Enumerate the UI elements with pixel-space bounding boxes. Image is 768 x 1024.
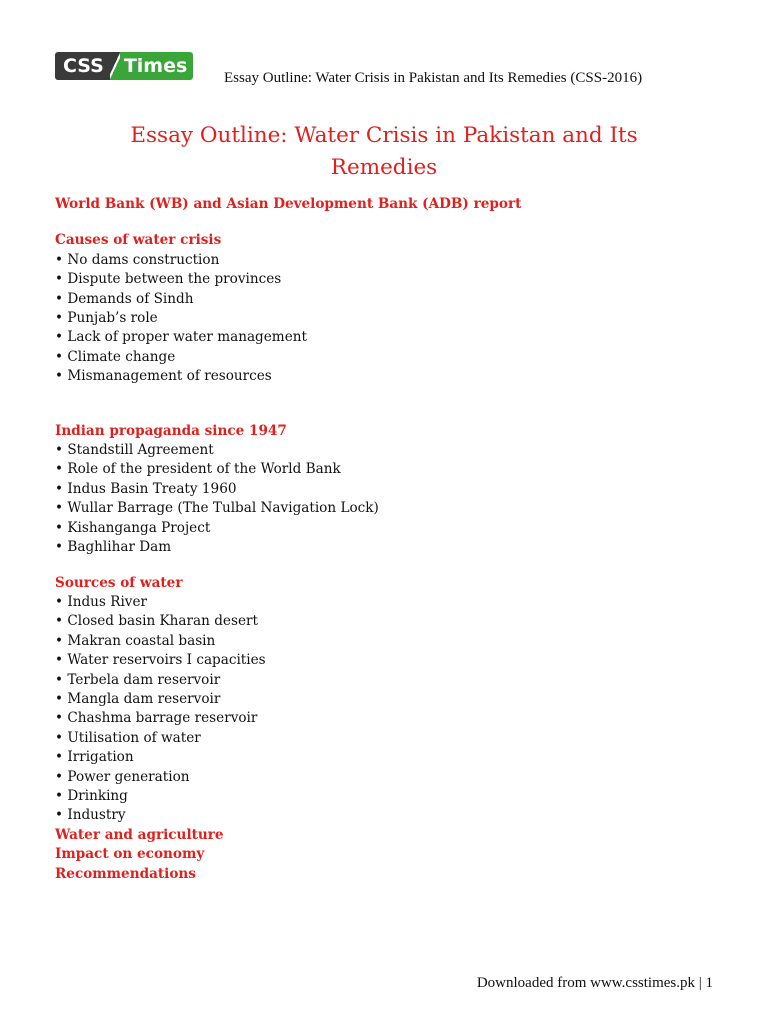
list-item: • Demands of Sindh <box>55 290 194 307</box>
list-item: • Closed basin Kharan desert <box>55 613 258 630</box>
list-item: • Mangla dam reservoir <box>55 690 221 707</box>
list-item: • Irrigation <box>55 749 134 766</box>
section-causes <box>55 231 715 386</box>
list-item: • Chashma barrage reservoir <box>55 710 258 727</box>
list-item: • Drinking <box>55 787 128 804</box>
list-item: • Dispute between the provinces <box>55 271 282 288</box>
heading-recommendations: Recommendations <box>55 865 196 882</box>
logo-css-text: CSS <box>55 52 110 80</box>
page-footer: Downloaded from www.csstimes.pk | 1 <box>476 975 713 991</box>
list-item: • Power generation <box>55 768 190 785</box>
bullet-list <box>55 251 715 387</box>
section-heading: Indian propaganda since 1947 <box>55 422 287 439</box>
heading-impact-on-economy: Impact on economy <box>55 846 205 863</box>
logo-times-text: Times <box>120 52 193 80</box>
section-heading: Causes of water crisis <box>55 232 222 249</box>
list-item: • Indus Basin Treaty 1960 <box>55 480 237 497</box>
list-item: • No dams construction <box>55 251 220 268</box>
list-item: • Baghlihar Dam <box>55 539 172 556</box>
list-item: • Indus River <box>55 593 148 610</box>
list-item: • Kishanganga Project <box>55 519 211 536</box>
document-title: Essay Outline: Water Crisis in Pakistan and Its Remedies <box>130 123 638 180</box>
list-item: • Water reservoirs I capacities <box>55 652 266 669</box>
csstimes-logo <box>55 52 193 80</box>
logo-slash <box>110 52 120 80</box>
list-item: • Industry <box>55 807 126 824</box>
section-heading: Sources of water <box>55 574 183 591</box>
outline-content <box>55 195 715 884</box>
heading-water-and-agriculture: Water and agriculture <box>55 826 224 843</box>
list-item: • Mismanagement of resources <box>55 368 272 385</box>
list-item: • Climate change <box>55 348 176 365</box>
running-header-title: Essay Outline: Water Crisis in Pakistan and Its Remedies (CSS-2016) <box>224 70 643 86</box>
list-item: • Makran coastal basin <box>55 632 216 649</box>
section-sources-of-water <box>55 574 715 826</box>
list-item: • Punjab’s role <box>55 310 158 327</box>
list-item: • Standstill Agreement <box>55 442 214 459</box>
list-item: • Role of the president of the World Bank <box>55 461 341 478</box>
list-item: • Wullar Barrage (The Tulbal Navigation Lock) <box>55 500 379 517</box>
report-heading: World Bank (WB) and Asian Development Bank (ADB) report <box>55 196 522 212</box>
list-item: • Utilisation of water <box>55 729 201 746</box>
bullet-list <box>55 441 715 557</box>
section-indian-propaganda <box>55 422 715 558</box>
list-item: • Terbela dam reservoir <box>55 671 221 688</box>
bullet-list <box>55 593 715 826</box>
list-item: • Lack of proper water management <box>55 329 307 346</box>
